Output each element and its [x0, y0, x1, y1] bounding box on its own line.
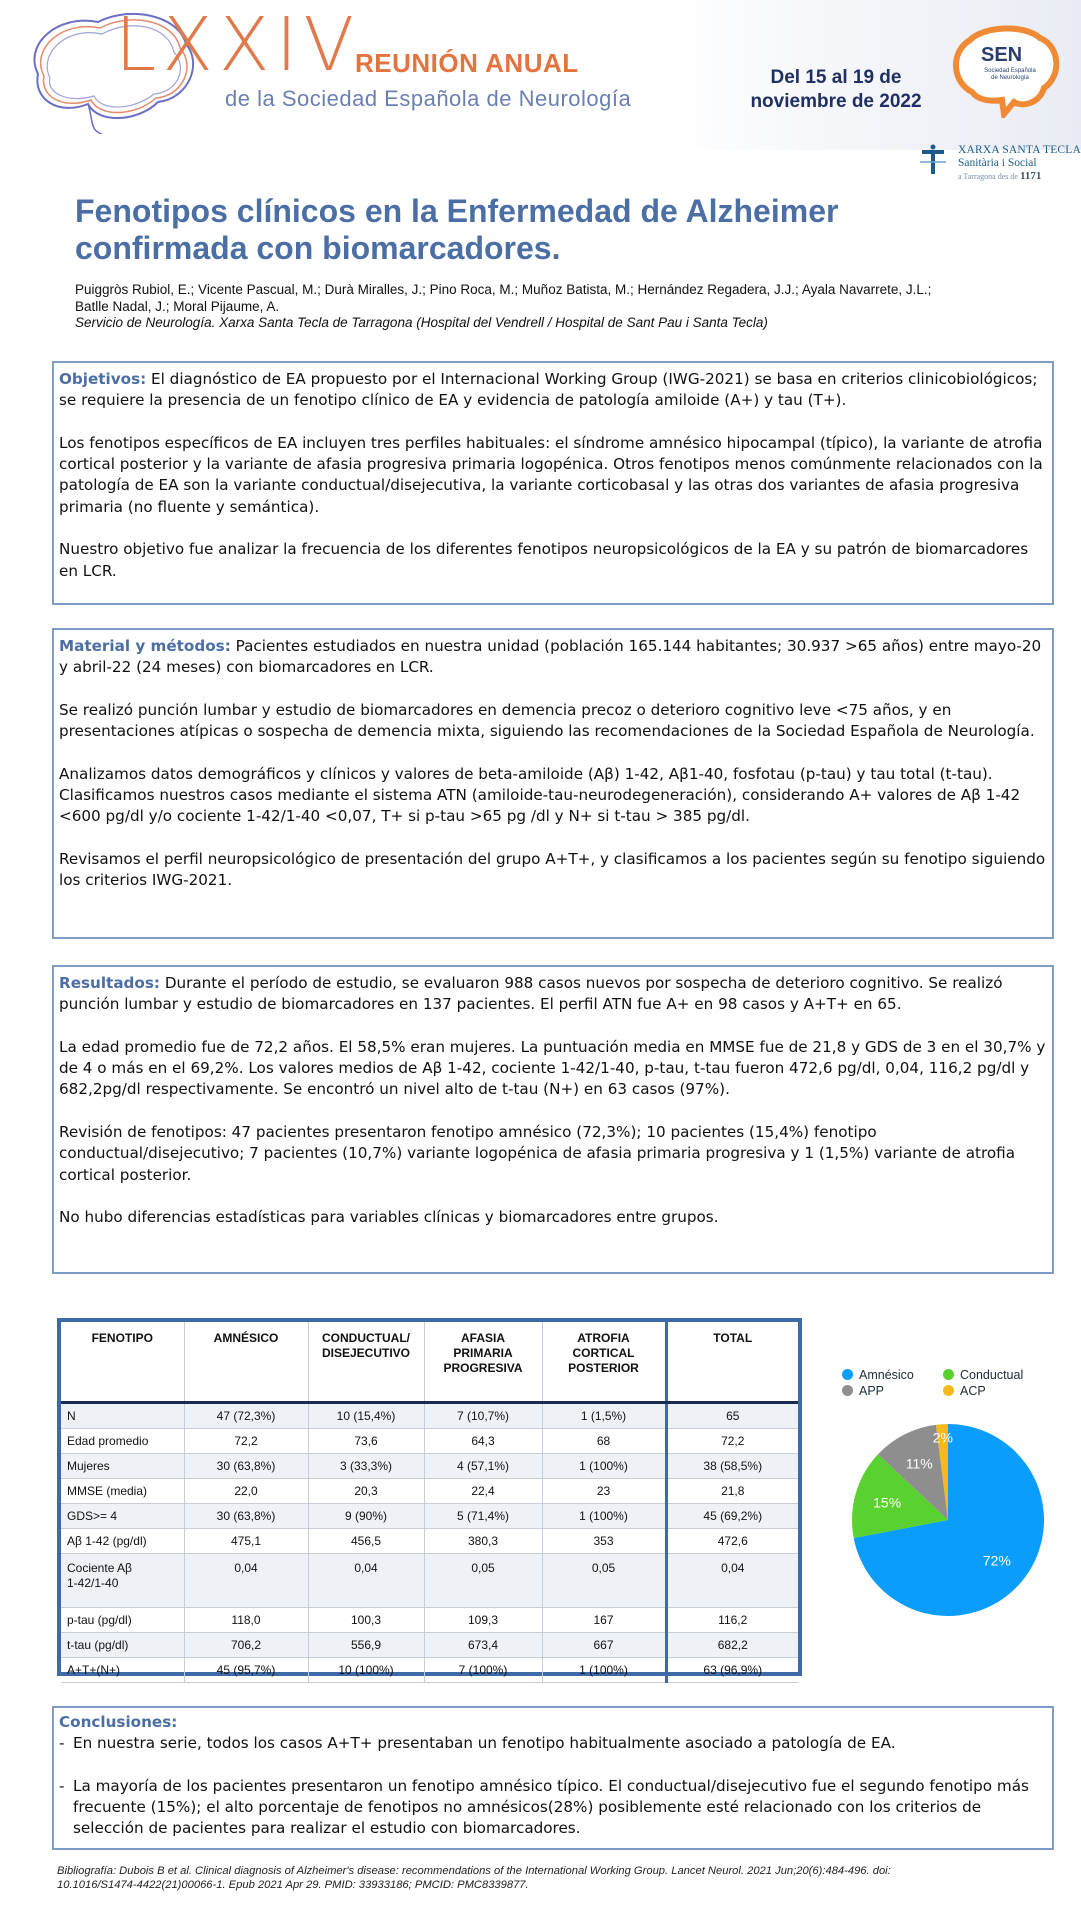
table-cell: 1 (100%) [542, 1454, 666, 1479]
objetivos-section [52, 361, 1054, 605]
table-cell: 72,2 [184, 1429, 308, 1454]
fenotipos-table-frame [57, 1318, 802, 1676]
table-cell: 100,3 [308, 1608, 424, 1633]
material-paragraph-3: Analizamos datos demográficos y clínicos y valores de beta-amiloide (Aβ) 1-42, Aβ1-40, fosfotau (p-tau) y tau total (t-tau). Clasificamos nuestros casos mediante el sistema ATN (amiloide-tau-neurodegeneración), considerando A+ valores de Aβ 1-42 <600 pg/dl y/o cociente 1-42/1-40 <0,07, T+ si p-tau >65 pg /dl y N+ si t-tau > 385 pg/dl. [59, 764, 1021, 826]
table-header-cell: AFASIA PRIMARIA PROGRESIVA [424, 1322, 542, 1403]
table-cell: 5 (71,4%) [424, 1504, 542, 1529]
legend-label: ACP [960, 1384, 986, 1398]
table-cell: 63 (96,9%) [666, 1658, 798, 1683]
congress-header [0, 0, 1081, 185]
table-cell: 116,2 [666, 1608, 798, 1633]
table-header-cell: TOTAL [666, 1322, 798, 1403]
pie-slice-label: 11% [905, 1455, 933, 1472]
table-cell: 456,5 [308, 1529, 424, 1554]
table-cell: 109,3 [424, 1608, 542, 1633]
table-row-label: Aβ 1-42 (pg/dl) [61, 1529, 184, 1554]
table-row [61, 1454, 798, 1479]
legend-item [943, 1384, 986, 1398]
table-cell: 68 [542, 1429, 666, 1454]
table-cell: 667 [542, 1633, 666, 1658]
material-paragraph-4: Revisamos el perfil neuropsicológico de presentación del grupo A+T+, y clasificamos a los pacientes según su fenotipo siguiendo los criterios IWG-2021. [59, 849, 1046, 890]
conclusiones-list [59, 1733, 1046, 1839]
dates-line-2: noviembre de 2022 [750, 91, 922, 112]
table-cell: 475,1 [184, 1529, 308, 1554]
table-cell: 10 (15,4%) [308, 1403, 424, 1429]
resultados-paragraph-2: La edad promedio fue de 72,2 años. El 58,5% eran mujeres. La puntuación media en MMSE fue de 21,8 y GDS de 3 en el 30,7% y de 4 o más en el 69,2%. Los valores medios de Aβ 1-42, cociente 1-42/1-40, p-tau, t-tau fueron 472,6 pg/dl, 0,04, 116,2 pg/dl y 682,2pg/dl respectivamente. Se encontró un nivel alto de t-tau (N+) en 63 casos (97%). [59, 1037, 1046, 1099]
table-header-cell: CONDUCTUAL/ DISEJECUTIVO [308, 1322, 424, 1403]
table-row [61, 1504, 798, 1529]
table-cell: 167 [542, 1608, 666, 1633]
table-cell: 0,04 [184, 1554, 308, 1608]
fenotipos-pie-chart [848, 1420, 1048, 1620]
table-row [61, 1479, 798, 1504]
resultados-section [52, 965, 1054, 1274]
table-cell: 3 (33,3%) [308, 1454, 424, 1479]
table-cell: 64,3 [424, 1429, 542, 1454]
table-cell: 65 [666, 1403, 798, 1429]
resultados-label: Resultados: [59, 974, 160, 992]
pie-slice-label: 72% [982, 1552, 1011, 1569]
congress-dates [736, 66, 936, 114]
table-row-label: Edad promedio [61, 1429, 184, 1454]
table-cell: 1 (1,5%) [542, 1403, 666, 1429]
objetivos-paragraph-2: Los fenotipos específicos de EA incluyen tres perfiles habituales: el síndrome amnésico hipocampal (típico), la variante de atrofia cortical posterior y la variante de afasia progresiva primaria logopénica. Otros fenotipos menos comúnmente relacionados con la patología de EA son la variante conductual/disejecutiva, la variante corticobasal y las otras dos variantes de afasia progresiva primaria (no fluente y semántica). [59, 433, 1043, 516]
table-row-label: Cociente Aβ 1-42/1-40 [61, 1554, 184, 1608]
table-cell: 23 [542, 1479, 666, 1504]
table-cell: 30 (63,8%) [184, 1504, 308, 1529]
table-cell: 47 (72,3%) [184, 1403, 308, 1429]
objetivos-label: Objetivos: [59, 370, 147, 388]
dates-line-1: Del 15 al 19 de [770, 67, 902, 88]
table-header-cell: ATROFIA CORTICAL POSTERIOR [542, 1322, 666, 1403]
legend-swatch [943, 1385, 954, 1396]
legend-swatch [842, 1385, 853, 1396]
table-header-cell: FENOTIPO [61, 1322, 184, 1403]
material-metodos-section [52, 628, 1054, 939]
table-cell: 73,6 [308, 1429, 424, 1454]
congress-number: LXXIV [115, 2, 361, 88]
legend-label: Amnésico [859, 1368, 914, 1382]
table-cell: 1 (100%) [542, 1504, 666, 1529]
xarxa-subtitle: Sanitària i Social [958, 157, 1037, 169]
table-cell: 72,2 [666, 1429, 798, 1454]
table-row-label: Mujeres [61, 1454, 184, 1479]
material-label: Material y métodos: [59, 637, 231, 655]
xarxa-year: 1171 [1019, 170, 1042, 182]
objetivos-paragraph-1 [59, 369, 1046, 412]
table-cell: 380,3 [424, 1529, 542, 1554]
authors: Puiggròs Rubiol, E.; Vicente Pascual, M.; Durà Miralles, J.; Pino Roca, M.; Muñoz Batista, M.; Hernández Regadera, J.J.; Ayala Navarrete, J.L.; Batlle Nadal, J.; Moral Pijaume, A. [75, 282, 932, 314]
tau-cross-icon [918, 144, 948, 176]
pie-slice-label: 2% [932, 1429, 953, 1446]
table-row-label: t-tau (pg/dl) [61, 1633, 184, 1658]
resultados-text-1: Durante el período de estudio, se evaluaron 988 casos nuevos por sospecha de deterioro cognitivo. Se realizó punción lumbar y estudio de biomarcadores en 137 pacientes. El perfil ATN fue A+ en 98 casos y A+T+ en 65. [59, 974, 1003, 1014]
resultados-paragraph-4: No hubo diferencias estadísticas para variables clínicas y biomarcadores entre grupos. [59, 1208, 719, 1227]
table-header-row [61, 1322, 798, 1403]
table-row [61, 1554, 798, 1608]
table-row-label: p-tau (pg/dl) [61, 1608, 184, 1633]
table-cell: 30 (63,8%) [184, 1454, 308, 1479]
table-cell: 9 (90%) [308, 1504, 424, 1529]
fenotipos-table [61, 1322, 798, 1683]
table-row [61, 1529, 798, 1554]
table-row [61, 1403, 798, 1429]
table-row-label: N [61, 1403, 184, 1429]
table-cell: 706,2 [184, 1633, 308, 1658]
table-cell: 10 (100%) [308, 1658, 424, 1683]
table-cell: 673,4 [424, 1633, 542, 1658]
table-row [61, 1608, 798, 1633]
xarxa-name: XARXA SANTA TECLA [958, 144, 1081, 156]
resultados-paragraph-1 [59, 973, 1046, 1016]
table-cell: 0,04 [666, 1554, 798, 1608]
table-row [61, 1658, 798, 1683]
legend-label: APP [859, 1384, 885, 1398]
conclusion-item: - En nuestra serie, todos los casos A+T+ presentaban un fenotipo habitualmente asociado a patología de EA. [59, 1733, 1046, 1754]
bibliografia: Bibliografía: Dubois B et al. Clinical diagnosis of Alzheimer's disease: recommendations of the International Working Group. Lancet Neurol. 2021 Jun;20(6):484-496. doi: 10.1016/S1474-4422(21)00066-1. Epub 2021 Apr 29. PMID: 33933186; PMCID: PMC8339877. [57, 1865, 891, 1891]
legend-item [842, 1384, 884, 1398]
xarxa-tagline-text: a Tarragona des de [958, 172, 1018, 181]
reunion-anual-label: REUNIÓN ANUAL [355, 48, 579, 78]
legend-swatch [943, 1369, 954, 1380]
table-cell: 353 [542, 1529, 666, 1554]
table-cell: 38 (58,5%) [666, 1454, 798, 1479]
conclusiones-label: Conclusiones: [59, 1713, 178, 1731]
table-cell: 0,05 [424, 1554, 542, 1608]
legend-item [842, 1368, 914, 1382]
table-cell: 556,9 [308, 1633, 424, 1658]
objetivos-paragraph-3: Nuestro objetivo fue analizar la frecuencia de los diferentes fenotipos neuropsicológicos de la EA y su patrón de biomarcadores en LCR. [59, 540, 1029, 580]
table-cell: 45 (95,7%) [184, 1658, 308, 1683]
table-cell: 22,4 [424, 1479, 542, 1504]
pie-slice-label: 15% [873, 1494, 902, 1511]
table-cell: 21,8 [666, 1479, 798, 1504]
sociedad-label: de la Sociedad Española de Neurología [225, 86, 632, 111]
legend-label: Conductual [960, 1368, 1024, 1382]
table-cell: 7 (100%) [424, 1658, 542, 1683]
table-cell: 0,05 [542, 1554, 666, 1608]
xarxa-tagline [958, 170, 1041, 182]
table-row-label: A+T+(N+) [61, 1658, 184, 1683]
table-cell: 682,2 [666, 1633, 798, 1658]
table-cell: 20,3 [308, 1479, 424, 1504]
material-paragraph-2: Se realizó punción lumbar y estudio de biomarcadores en demencia precoz o deterioro cognitivo leve <75 años, y en presentaciones atípicas o sospecha de demencia mixta, siguiendo las recomendaciones de la Sociedad Española de Neurología. [59, 700, 1035, 741]
objetivos-text-1: El diagnóstico de EA propuesto por el Internacional Working Group (IWG-2021) se basa en criterios clinicobiológicos; se requiere la presencia de un fenotipo clínico de EA y evidencia de patología amiloide (A+) y tau (T+). [59, 370, 1038, 410]
resultados-paragraph-3: Revisión de fenotipos: 47 pacientes presentaron fenotipo amnésico (72,3%); 10 pacientes (15,4%) fenotipo conductual/disejecutivo; 7 pacientes (10,7%) variante logopénica de afasia primaria progresiva y 1 (1,5%) variante de atrofia cortical posterior. [59, 1123, 1016, 1184]
table-cell: 7 (10,7%) [424, 1403, 542, 1429]
table-row [61, 1633, 798, 1658]
legend-item [943, 1368, 1023, 1382]
table-cell: 45 (69,2%) [666, 1504, 798, 1529]
sen-logo-text: SEN [981, 44, 1023, 66]
table-row [61, 1429, 798, 1454]
table-cell: 118,0 [184, 1608, 308, 1633]
affiliation: Servicio de Neurología. Xarxa Santa Tecla de Tarragona (Hospital del Vendrell / Hospital de Sant Pau i Santa Tecla) [75, 315, 768, 330]
material-paragraph-1 [59, 636, 1046, 679]
sen-logo-subtitle: Sociedad Española de Neurología [984, 68, 1036, 81]
table-cell: 0,04 [308, 1554, 424, 1608]
table-cell: 1 (100%) [542, 1658, 666, 1683]
table-cell: 22,0 [184, 1479, 308, 1504]
table-cell: 472,6 [666, 1529, 798, 1554]
poster-title: Fenotipos clínicos en la Enfermedad de Alzheimer confirmada con biomarcadores. [75, 193, 839, 266]
legend-swatch [842, 1369, 853, 1380]
table-header-cell: AMNÉSICO [184, 1322, 308, 1403]
table-row-label: MMSE (media) [61, 1479, 184, 1504]
table-row-label: GDS>= 4 [61, 1504, 184, 1529]
table-cell: 4 (57,1%) [424, 1454, 542, 1479]
conclusion-item: - La mayoría de los pacientes presentaron un fenotipo amnésico típico. El conductual/disejecutivo fue el segundo fenotipo más frecuente (15%); el alto porcentaje de fenotipos no amnésicos(28%) posiblemente esté relacionado con los criterios de selección de pacientes para realizar el estudio con biomarcadores. [59, 1776, 1046, 1840]
material-text-1: Pacientes estudiados en nuestra unidad (población 165.144 habitantes; 30.937 >65 años) entre mayo-20 y abril-22 (24 meses) con biomarcadores en LCR. [59, 637, 1042, 677]
conclusiones-section [52, 1706, 1054, 1850]
